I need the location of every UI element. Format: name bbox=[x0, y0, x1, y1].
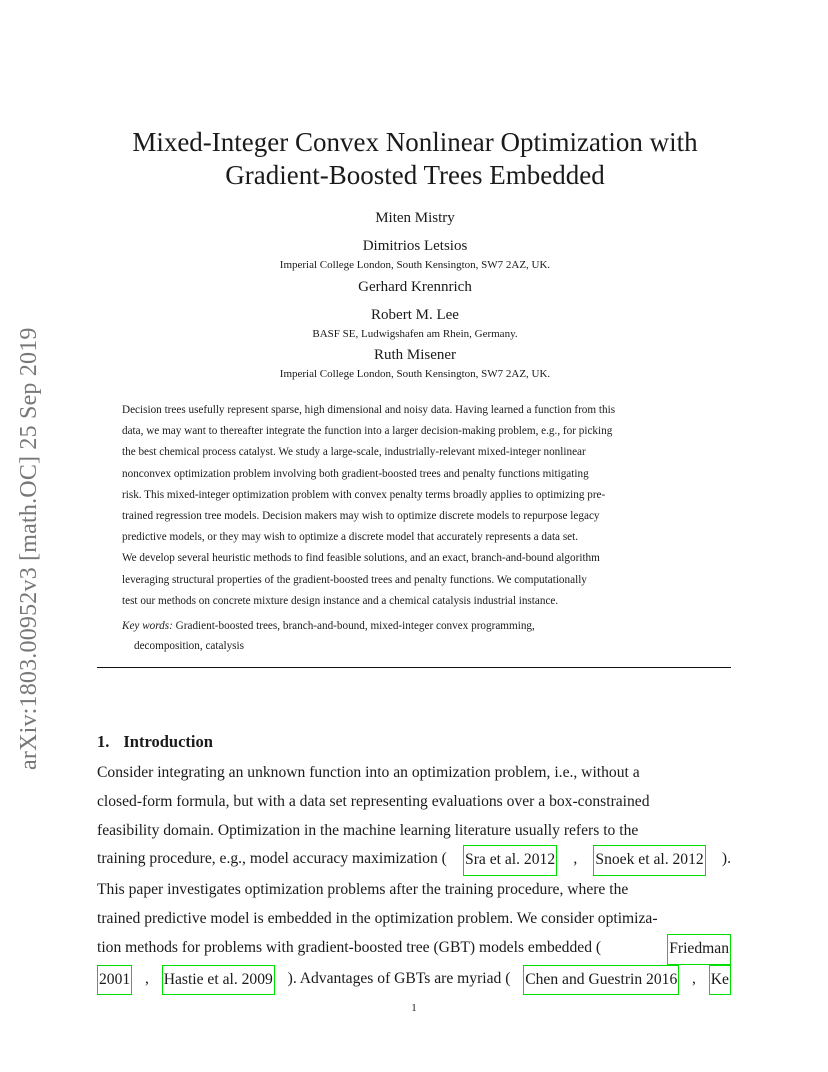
arxiv-identifier: arXiv:1803.00952v3 [math.OC] 25 Sep 2019 bbox=[16, 327, 42, 770]
keywords-label: Key words bbox=[122, 620, 170, 632]
abstract-line: risk. This mixed-integer optimization problem with convex penalty terms broadly applies to optimizing pre- bbox=[122, 488, 606, 501]
body-line: trained predictive model is embedded in the optimization problem. We consider optimiza- bbox=[97, 909, 658, 927]
abstract-line: the best chemical process catalyst. We study a large-scale, industrially-relevant mixed-integer nonlinear bbox=[122, 446, 586, 459]
abstract-line: We develop several heuristic methods to find feasible solutions, and an exact, branch-and-bound algorithm bbox=[122, 552, 600, 565]
introduction-body bbox=[97, 759, 731, 995]
citation-separator: , bbox=[692, 969, 696, 987]
author-affiliation: BASF SE, Ludwigshafen am Rhein, Germany. bbox=[312, 328, 518, 340]
citation-link[interactable]: Chen and Guestrin 2016 bbox=[523, 965, 679, 996]
citation-link[interactable]: Sra et al. 2012 bbox=[463, 845, 557, 876]
body-text-segment: ). Advantages of GBTs are myriad ( bbox=[287, 969, 511, 987]
body-line bbox=[97, 965, 731, 996]
keywords bbox=[122, 616, 706, 656]
abstract-line: data, we may want to thereafter integrate the function into a larger decision-making problem, e.g., for picking bbox=[122, 425, 613, 438]
author-name: Miten Mistry bbox=[375, 210, 455, 226]
citation-link[interactable]: Hastie et al. 2009 bbox=[162, 965, 275, 996]
body-text-segment: ). bbox=[721, 850, 731, 868]
citation-separator: , bbox=[573, 850, 578, 868]
abstract-line: test our methods on concrete mixture design instance and a chemical catalysis industrial instance. bbox=[122, 594, 559, 607]
paper-title bbox=[90, 126, 740, 192]
body-line bbox=[97, 934, 731, 965]
abstract-line: Decision trees usefully represent sparse, high dimensional and noisy data. Having learned a function from this bbox=[122, 404, 616, 416]
body-line: Consider integrating an unknown function into an optimization problem, i.e., without a bbox=[97, 764, 640, 781]
body-text-segment: tion methods for problems with gradient-boosted tree (GBT) models embedded ( bbox=[97, 938, 602, 956]
title-line-1: Mixed-Integer Convex Nonlinear Optimization with bbox=[132, 127, 698, 157]
abstract-line: trained regression tree models. Decision makers may wish to optimize discrete models to repurpose legacy bbox=[122, 510, 600, 523]
keywords-text-continued: decomposition, catalysis bbox=[134, 640, 244, 652]
abstract-line: predictive models, or they may wish to optimize a discrete model that accurately represents a data set. bbox=[122, 531, 579, 544]
citation-link[interactable]: 2001 bbox=[97, 965, 132, 996]
keywords-colon: : bbox=[169, 620, 173, 632]
section-divider bbox=[97, 667, 731, 668]
body-text-segment: training procedure, e.g., model accuracy maximization ( bbox=[97, 850, 447, 868]
abstract bbox=[122, 400, 706, 612]
body-line: This paper investigates optimization problems after the training procedure, where the bbox=[97, 881, 629, 899]
section-heading bbox=[97, 732, 213, 752]
citation-link[interactable]: Friedman bbox=[667, 934, 731, 965]
citation-link[interactable]: Snoek et al. 2012 bbox=[593, 845, 705, 876]
page-number: 1 bbox=[411, 1002, 417, 1014]
author-affiliation: Imperial College London, South Kensington, SW7 2AZ, UK. bbox=[279, 259, 551, 271]
author-name: Robert M. Lee bbox=[371, 307, 459, 323]
title-line-2: Gradient-Boosted Trees Embedded bbox=[225, 160, 605, 190]
keywords-text: Gradient-boosted trees, branch-and-bound, mixed-integer convex programming, bbox=[175, 620, 535, 632]
citation-link[interactable]: Ke bbox=[709, 965, 731, 996]
body-line: feasibility domain. Optimization in the machine learning literature usually refers to the bbox=[97, 821, 639, 839]
body-line bbox=[97, 845, 731, 876]
author-name: Dimitrios Letsios bbox=[362, 238, 468, 254]
body-line: closed-form formula, but with a data set representing evaluations over a box-constrained bbox=[97, 792, 650, 810]
section-number: 1. bbox=[97, 732, 110, 751]
abstract-line: nonconvex optimization problem involving both gradient-boosted trees and penalty functions mitigating bbox=[122, 467, 589, 480]
author-affiliation: Imperial College London, South Kensington, SW7 2AZ, UK. bbox=[279, 368, 551, 380]
section-title: Introduction bbox=[123, 732, 213, 751]
abstract-line: leveraging structural properties of the gradient-boosted trees and penalty functions. We computationally bbox=[122, 573, 587, 586]
author-name: Gerhard Krennrich bbox=[358, 279, 472, 295]
citation-separator: , bbox=[144, 969, 149, 987]
author-name: Ruth Misener bbox=[373, 347, 457, 363]
